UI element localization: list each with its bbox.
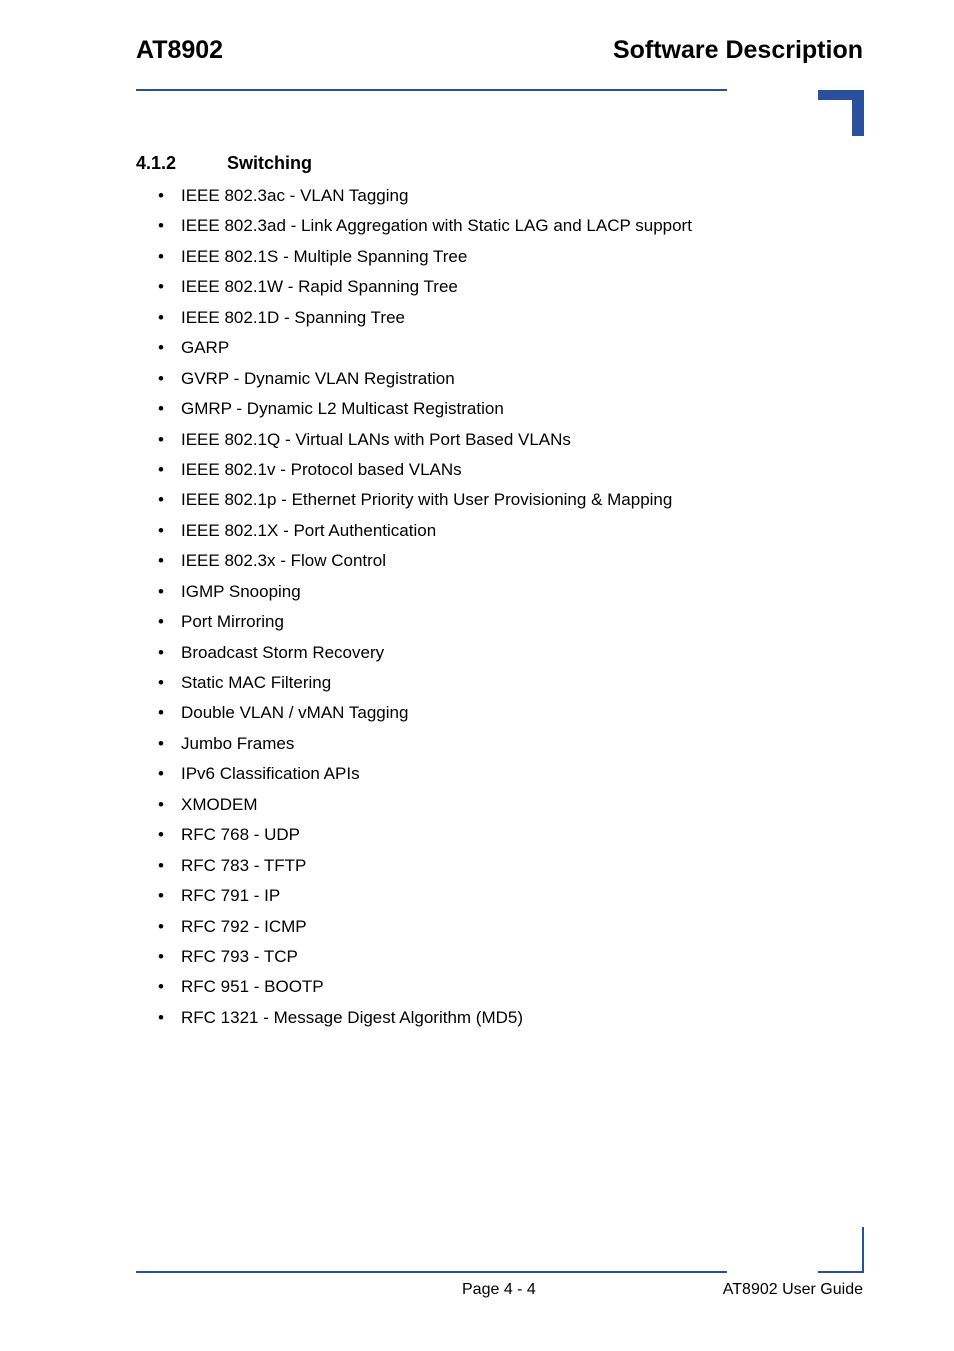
list-item (136, 272, 692, 302)
list-item (136, 790, 692, 820)
list-item-text: RFC 768 - UDP (181, 825, 301, 845)
list-item-text: Static MAC Filtering (181, 673, 332, 692)
bullet-icon: • (158, 855, 164, 875)
bullet-icon: • (158, 916, 164, 936)
list-item-text: IEEE 802.3x - Flow Control (181, 551, 387, 571)
list-item-text: IEEE 802.1W - Rapid Spanning Tree (181, 277, 458, 297)
section-title: Switching (227, 153, 312, 173)
list-item (136, 577, 692, 607)
list-item (136, 729, 692, 759)
list-item (136, 485, 692, 515)
bullet-icon: • (158, 581, 164, 601)
bullet-icon: • (158, 612, 164, 632)
section-heading (136, 153, 312, 174)
list-item (136, 1003, 692, 1033)
list-item (136, 759, 692, 789)
list-item-text: RFC 951 - BOOTP (181, 977, 324, 997)
list-item-text: IPv6 Classification APIs (181, 764, 360, 784)
bullet-icon: • (158, 794, 164, 814)
list-item-text: IEEE 802.1p - Ethernet Priority with User Provisioning & Mapping (181, 490, 673, 510)
bullet-icon: • (158, 429, 164, 449)
bullet-icon: • (158, 764, 164, 784)
footer-corner-mark (862, 1227, 864, 1273)
list-item-text: IEEE 802.1Q - Virtual LANs with Port Based VLANs (181, 429, 571, 449)
list-item (136, 333, 692, 363)
bullet-icon: • (158, 459, 164, 479)
list-item-text: GARP (181, 338, 230, 358)
bullet-icon: • (158, 733, 164, 753)
list-item (136, 698, 692, 728)
feature-list (136, 181, 692, 1033)
header-chapter-title: Software Description (612, 36, 863, 64)
list-item-text: Double VLAN / vMAN Tagging (181, 703, 409, 723)
list-item-text: RFC 1321 - Message Digest Algorithm (MD5) (181, 1007, 524, 1027)
list-item (136, 211, 692, 241)
list-item (136, 455, 692, 485)
bullet-icon: • (158, 946, 164, 966)
bullet-icon: • (158, 977, 164, 997)
bullet-icon: • (158, 673, 164, 692)
header-product-name: AT8902 (136, 36, 224, 64)
list-item-text: RFC 783 - TFTP (181, 855, 307, 875)
list-item (136, 364, 692, 394)
footer-corner-mark-base (818, 1271, 864, 1273)
bullet-icon: • (158, 307, 164, 327)
list-item (136, 181, 692, 211)
list-item-text: IGMP Snooping (181, 581, 301, 601)
bullet-icon: • (158, 642, 164, 662)
bullet-icon: • (158, 186, 164, 205)
bullet-icon: • (158, 490, 164, 510)
bullet-icon: • (158, 277, 164, 297)
bullet-icon: • (158, 246, 164, 266)
bullet-icon: • (158, 886, 164, 906)
bullet-icon: • (158, 368, 164, 388)
list-item (136, 607, 692, 637)
list-item (136, 242, 692, 272)
list-item-text: IEEE 802.3ac - VLAN Tagging (181, 186, 409, 205)
list-item (136, 942, 692, 972)
list-item-text: RFC 792 - ICMP (181, 916, 307, 936)
bullet-icon: • (158, 551, 164, 571)
list-item-text: Jumbo Frames (181, 733, 295, 753)
list-item-text: IEEE 802.1v - Protocol based VLANs (181, 459, 462, 479)
list-item-text: IEEE 802.1X - Port Authentication (181, 520, 437, 540)
list-item-text: IEEE 802.1S - Multiple Spanning Tree (181, 246, 468, 266)
list-item (136, 394, 692, 424)
bullet-icon: • (158, 399, 164, 419)
list-item-text: XMODEM (181, 794, 258, 814)
list-item-text: RFC 791 - IP (181, 886, 281, 906)
section-number: 4.1.2 (136, 153, 177, 173)
bullet-icon: • (158, 825, 164, 845)
footer-guide-title: AT8902 User Guide (722, 1281, 863, 1298)
list-item (136, 881, 692, 911)
bullet-icon: • (158, 520, 164, 540)
list-item (136, 638, 692, 668)
list-item-text: IEEE 802.3ad - Link Aggregation with Static LAG and LACP support (181, 216, 692, 236)
list-item (136, 668, 692, 698)
list-item (136, 851, 692, 881)
list-item (136, 972, 692, 1002)
header-divider (136, 89, 727, 91)
bullet-icon: • (158, 703, 164, 723)
list-item (136, 546, 692, 576)
footer-divider (136, 1271, 727, 1273)
list-item-text: Port Mirroring (181, 612, 284, 632)
list-item (136, 425, 692, 455)
list-item-text: Broadcast Storm Recovery (181, 642, 385, 662)
bullet-icon: • (158, 216, 164, 236)
list-item-text: GMRP - Dynamic L2 Multicast Registration (181, 399, 504, 419)
list-item-text: IEEE 802.1D - Spanning Tree (181, 307, 405, 327)
page-number: Page 4 - 4 (462, 1281, 536, 1298)
list-item (136, 912, 692, 942)
list-item-text: RFC 793 - TCP (181, 946, 298, 966)
list-item (136, 516, 692, 546)
bullet-icon: • (158, 1007, 164, 1027)
list-item-text: GVRP - Dynamic VLAN Registration (181, 368, 455, 388)
list-item (136, 820, 692, 850)
list-item (136, 303, 692, 333)
bullet-icon: • (158, 338, 164, 358)
header-corner-mark (818, 90, 864, 136)
